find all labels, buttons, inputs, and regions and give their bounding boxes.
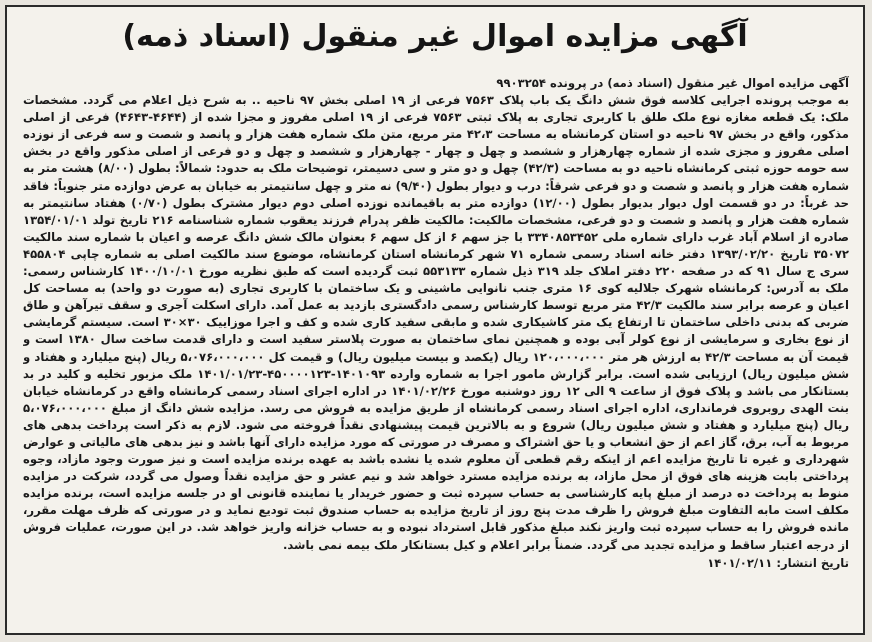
notice-body [23,75,849,625]
notice-frame [5,5,865,635]
notice-intro: آگهی مزایده اموال غیر منقول (اسناد ذمه) در پرونده ۹۹۰۳۲۵۴ [496,76,849,90]
notice-text: به موجب پرونده اجرایی کلاسه فوق شش دانگ یک باب پلاک ۷۵۶۳ فرعی از ۱۹ اصلی بخش ۹۷ ناحیه .. به شرح ذیل اعلام می گردد. مشخصات ملک: یک قطعه مغازه نوع ملک طلق با کاربری تجاری به پلاک ثبتی ۷۵۶۳ فرعی از ۱۹ اصلی مفروز و مجزا شده از (۴۶۴۴-۴۶۴۳) فرعی از اصلی مذکور، واقع در بخش ۹۷ ناحیه دو استان کرمانشاه به مساحت ۴۲،۳ متر مربع، متن ملک شماره هفت هزار و پانصد و شصت و سه فرعی از نوزده اصلی مفروز و مجزی شده از شماره چهارهزار و ششصد و چهل و چهار - چهارهزار و ششصد و چهل و دو فرعی از اصلی مذکور واقع در بخش سه حومه حوزه ثبتی کرمانشاه ناحیه دو به مساحت (۴۲/۳) چهل و دو متر و سی دسیمتر، توضیحات ملک به حدود: شمالاً: بطول (۸/۰۰) هشت متر به شماره هفت هزار و پانصد و شصت و دو فرعی شرقاً: درب و دیوار بطول (۹/۴۰) نه متر و چهل سانتیمتر به خیابان به عرض دوازده متر جنوباً: فاقد حد غرباً: در دو قسمت اول دیوار بدیوار بطول (۱۲/۰۰) دوازده متر به باقیمانده نوزده اصلی دوم دیوار مشترک بطول (۰/۷۰) هفتاد سانتیمتر به شماره هفت هزار و پانصد و شصت و دو فرعی، مشخصات مالکیت: مالکیت ظفر پدرام فرزند یعقوب شماره شناسنامه ۲۱۶ تاریخ تولد ۱۳۵۴/۰۱/۰۱ صادره از اسلام آباد غرب دارای شماره ملی ۳۳۴۰۸۵۳۴۵۲ با جز سهم ۶ از کل سهم ۶ بعنوان مالک شش دانگ عرصه و اعیان با شماره سند مالکیت ۳۵۰۷۲ تاریخ ۱۳۹۳/۰۲/۲۰ دفتر خانه اسناد رسمی شماره ۷۱ شهر کرمانشاه استان کرمانشاه، موضوع سند مالکیت اصلی به شماره چاپی ۴۵۵۸۰۴ سری ج سال ۹۱ که در صفحه ۲۲۰ دفتر املاک جلد ۳۱۹ ذیل شماره ۵۵۳۱۳۳ ثبت گردیده است که طبق نظریه مورخ ۱۴۰۰/۱۰/۰۱ کارشناس رسمی: ملک به آدرس: کرمانشاه شهرک جلالیه کوی ۱۶ متری جنب نانوایی ماشینی و یک ساختمان با کاربری تجاری (به صورت دو واحد) به مساحت کل اعیان و عرصه برابر سند مالکیت ۴۲/۳ متر مربع توسط کارشناس رسمی دادگستری بازدید به عمل آمد. دارای اسکلت آجری و سقف تیرآهن و طاق ضربی که بدنی داخلی ساختمان تا ارتفاع یک متر کاشیکاری شده و مابقی سفید کاری شده و کف و اجرا موزاییک ۳۰×۳۰ است. سیستم گرمایشی از نوع بخاری و سرمایشی از نوع کولر آبی بوده و همچنین نمای ساختمان به صورت پلاستر سفید است و دارای قدمت ساخت سال ۱۳۸۰ است و قیمت آن به مساحت ۴۲/۳ به ارزش هر متر ۱۲۰،۰۰۰،۰۰۰ ریال (یکصد و بیست میلیون ریال) و قیمت کل ۵،۰۷۶،۰۰۰،۰۰۰ ریال (پنج میلیارد و هفتاد و شش میلیون ریال) ارزیابی شده است. برابر گزارش مامور اجرا به شماره وارده ۱۴۰۱۰۹۳-۴۵۰۰۰۰۱۲۳-۱۴۰۱/۰۱/۲۳ ملک مزبور تخلیه و کلید در بد بستانکار می باشد و پلاک فوق از ساعت ۹ الی ۱۲ روز دوشنبه مورخ ۱۴۰۱/۰۲/۲۶ در اداره اجرای اسناد رسمی کرمانشاه واقع در کرمانشاه خیابان بنت الهدی روبروی فرمانداری، اداره اجرای اسناد رسمی کرمانشاه از طریق مزایده به فروش می رسد. مزایده شش دانگ از مبلغ ۵،۰۷۶،۰۰۰،۰۰۰ ریال (پنج میلیارد و هفتاد و شش میلیون ریال) شروع و به بالاترین قیمت پیشنهادی نقداً فروخته می شود. لازم به ذکر است پرداخت بدهی های مربوط به آب، برق، گاز اعم از حق انشعاب و یا حق اشتراک و مصرف در صورتی که مورد مزایده دارای آنها باشد و نیز بدهی های مالیاتی و عوارض شهرداری و غیره تا تاریخ مزایده اعم از اینکه رقم قطعی آن معلوم شده یا نشده باشد به عهده برنده مزایده است و نیز صورت وجود مازاد، وجوه پرداختی بابت هزینه های فوق از محل مازاد، به برنده مزایده مسترد خواهد شد و نیم عشر و حق مزایده نقداً وصول می گردد، شرکت در مزایده منوط به پرداخت ده درصد از مبلغ پایه کارشناسی به حساب سپرده ثبت و حضور خریدار یا نماینده قانونی او در جلسه مزایده است، برنده مزایده مکلف است مابه التفاوت مبلغ فروش را ظرف مدت پنج روز از تاریخ مزایده به حساب صندوق ثبت تودیع نماید و در صورتی که ظرف مهلت مقرر، مانده فروش را به حساب سپرده ثبت واریز نکند مبلغ مذکور قابل استرداد نبوده و به حساب خزانه واریز خواهد شد. در این صورت، عملیات فروش از درجه اعتبار ساقط و مزایده تجدید می گردد. ضمناً برابر اعلام و کیل بستانکار ملک بیمه نمی باشد. [23,93,849,552]
publish-date: تاریخ انتشار: ۱۴۰۱/۰۲/۱۱ [707,555,849,570]
notice-title: آگهی مزایده اموال غیر منقول (اسناد ذمه) [122,19,748,54]
